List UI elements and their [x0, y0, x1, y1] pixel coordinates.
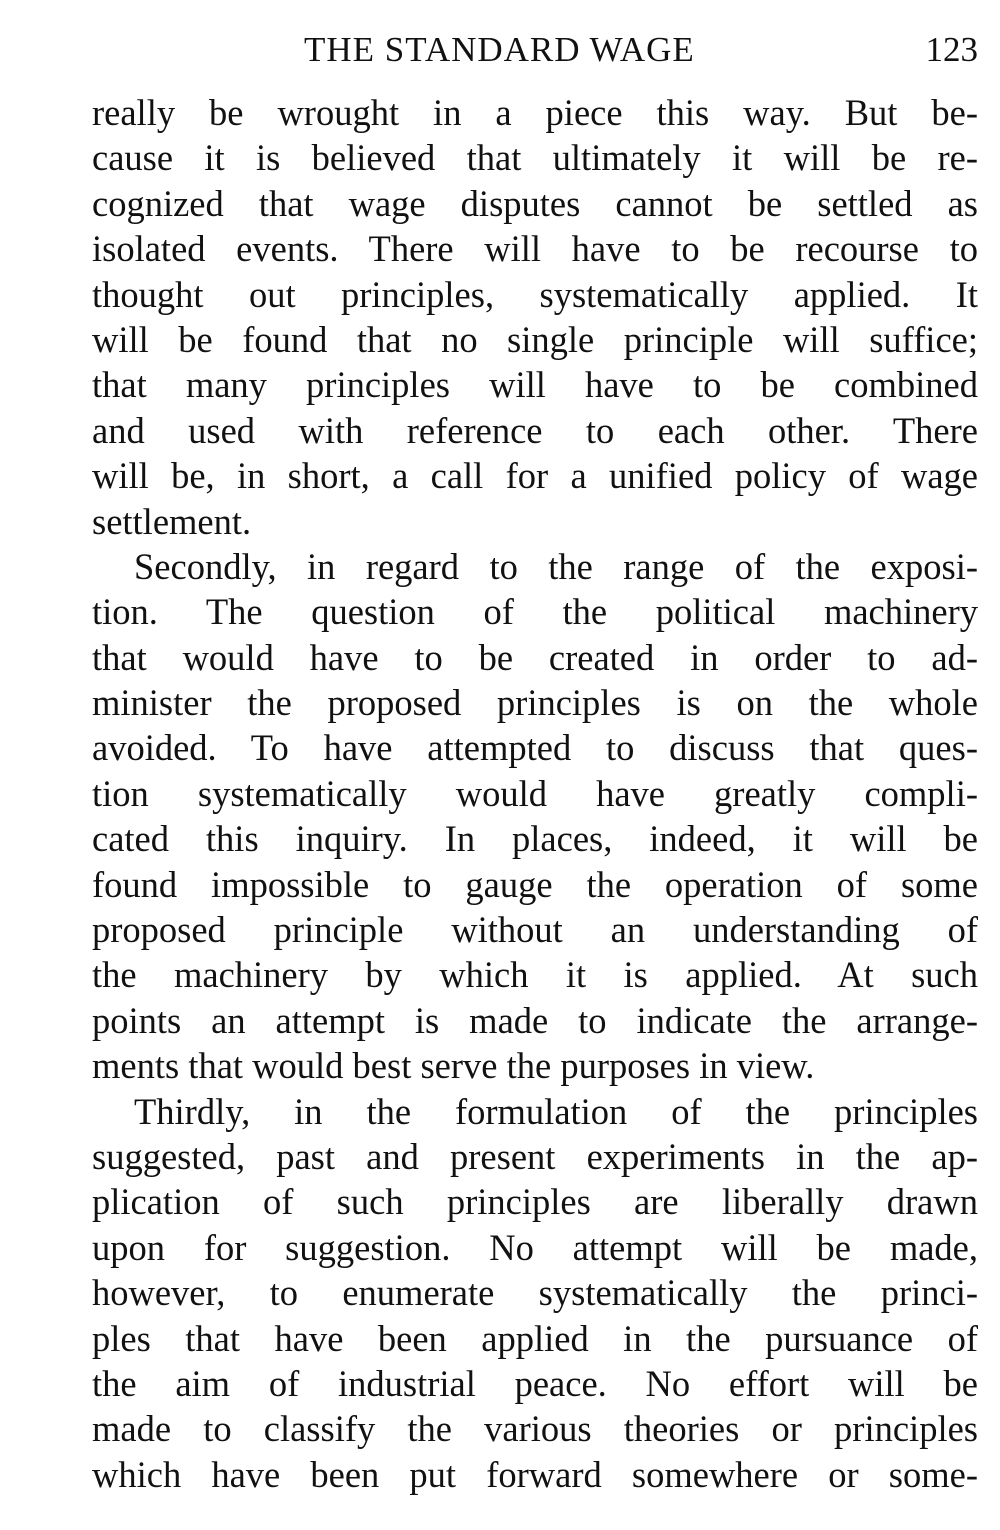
text-line: points an attempt is made to indicate the arrange- — [92, 999, 978, 1041]
text-line: and used with reference to each other. There — [92, 409, 978, 451]
text-line: isolated events. There will have to be recourse to — [92, 228, 978, 270]
text-line: the machinery by which it is applied. At such — [92, 954, 978, 996]
text-line: will be, in short, a call for a unified policy of wage — [92, 455, 978, 497]
book-page — [92, 22, 978, 1512]
text-line: cated this inquiry. In places, indeed, it will be — [92, 818, 978, 860]
text-line: the aim of industrial peace. No effort will be — [92, 1362, 978, 1404]
text-line: Secondly, in regard to the range of the exposi- — [134, 545, 978, 587]
running-head — [92, 22, 978, 80]
text-line: avoided. To have attempted to discuss that ques- — [92, 727, 978, 769]
text-line: really be wrought in a piece this way. But be- — [92, 92, 978, 133]
text-line: proposed principle without an understanding of — [92, 909, 978, 951]
page-number: 123 — [925, 30, 978, 69]
text-line: will be found that no single principle will suffice; — [92, 318, 978, 360]
text-line: cognized that wage disputes cannot be settled as — [92, 182, 978, 224]
text-line: settlement. — [92, 500, 252, 542]
text-line: however, to enumerate systematically the princi- — [92, 1272, 978, 1314]
text-line: plication of such principles are liberally drawn — [92, 1181, 978, 1223]
text-line: minister the proposed principles is on the whole — [92, 682, 978, 724]
text-line: that would have to be created in order to ad- — [92, 636, 978, 678]
text-line: tion. The question of the political machinery — [92, 591, 978, 633]
text-line: made to classify the various theories or principles — [92, 1408, 978, 1450]
text-line: which have been put forward somewhere or some- — [92, 1453, 978, 1495]
running-title: THE STANDARD WAGE — [304, 30, 695, 69]
text-line: cause it is believed that ultimately it will be re- — [92, 137, 978, 179]
text-line: ples that have been applied in the pursuance of — [92, 1317, 978, 1359]
text-line: tion systematically would have greatly compli- — [92, 772, 978, 814]
text-line: ments that would best serve the purposes in view. — [92, 1045, 815, 1087]
text-line: thought out principles, systematically applied. It — [92, 273, 978, 315]
text-line: that many principles will have to be combined — [92, 364, 978, 406]
text-line: found impossible to gauge the operation of some — [92, 863, 978, 905]
body-text — [92, 90, 978, 1497]
text-line: Thirdly, in the formulation of the principles — [134, 1090, 978, 1132]
text-line: upon for suggestion. No attempt will be made, — [92, 1226, 978, 1268]
text-line: suggested, past and present experiments in the ap- — [92, 1135, 978, 1177]
